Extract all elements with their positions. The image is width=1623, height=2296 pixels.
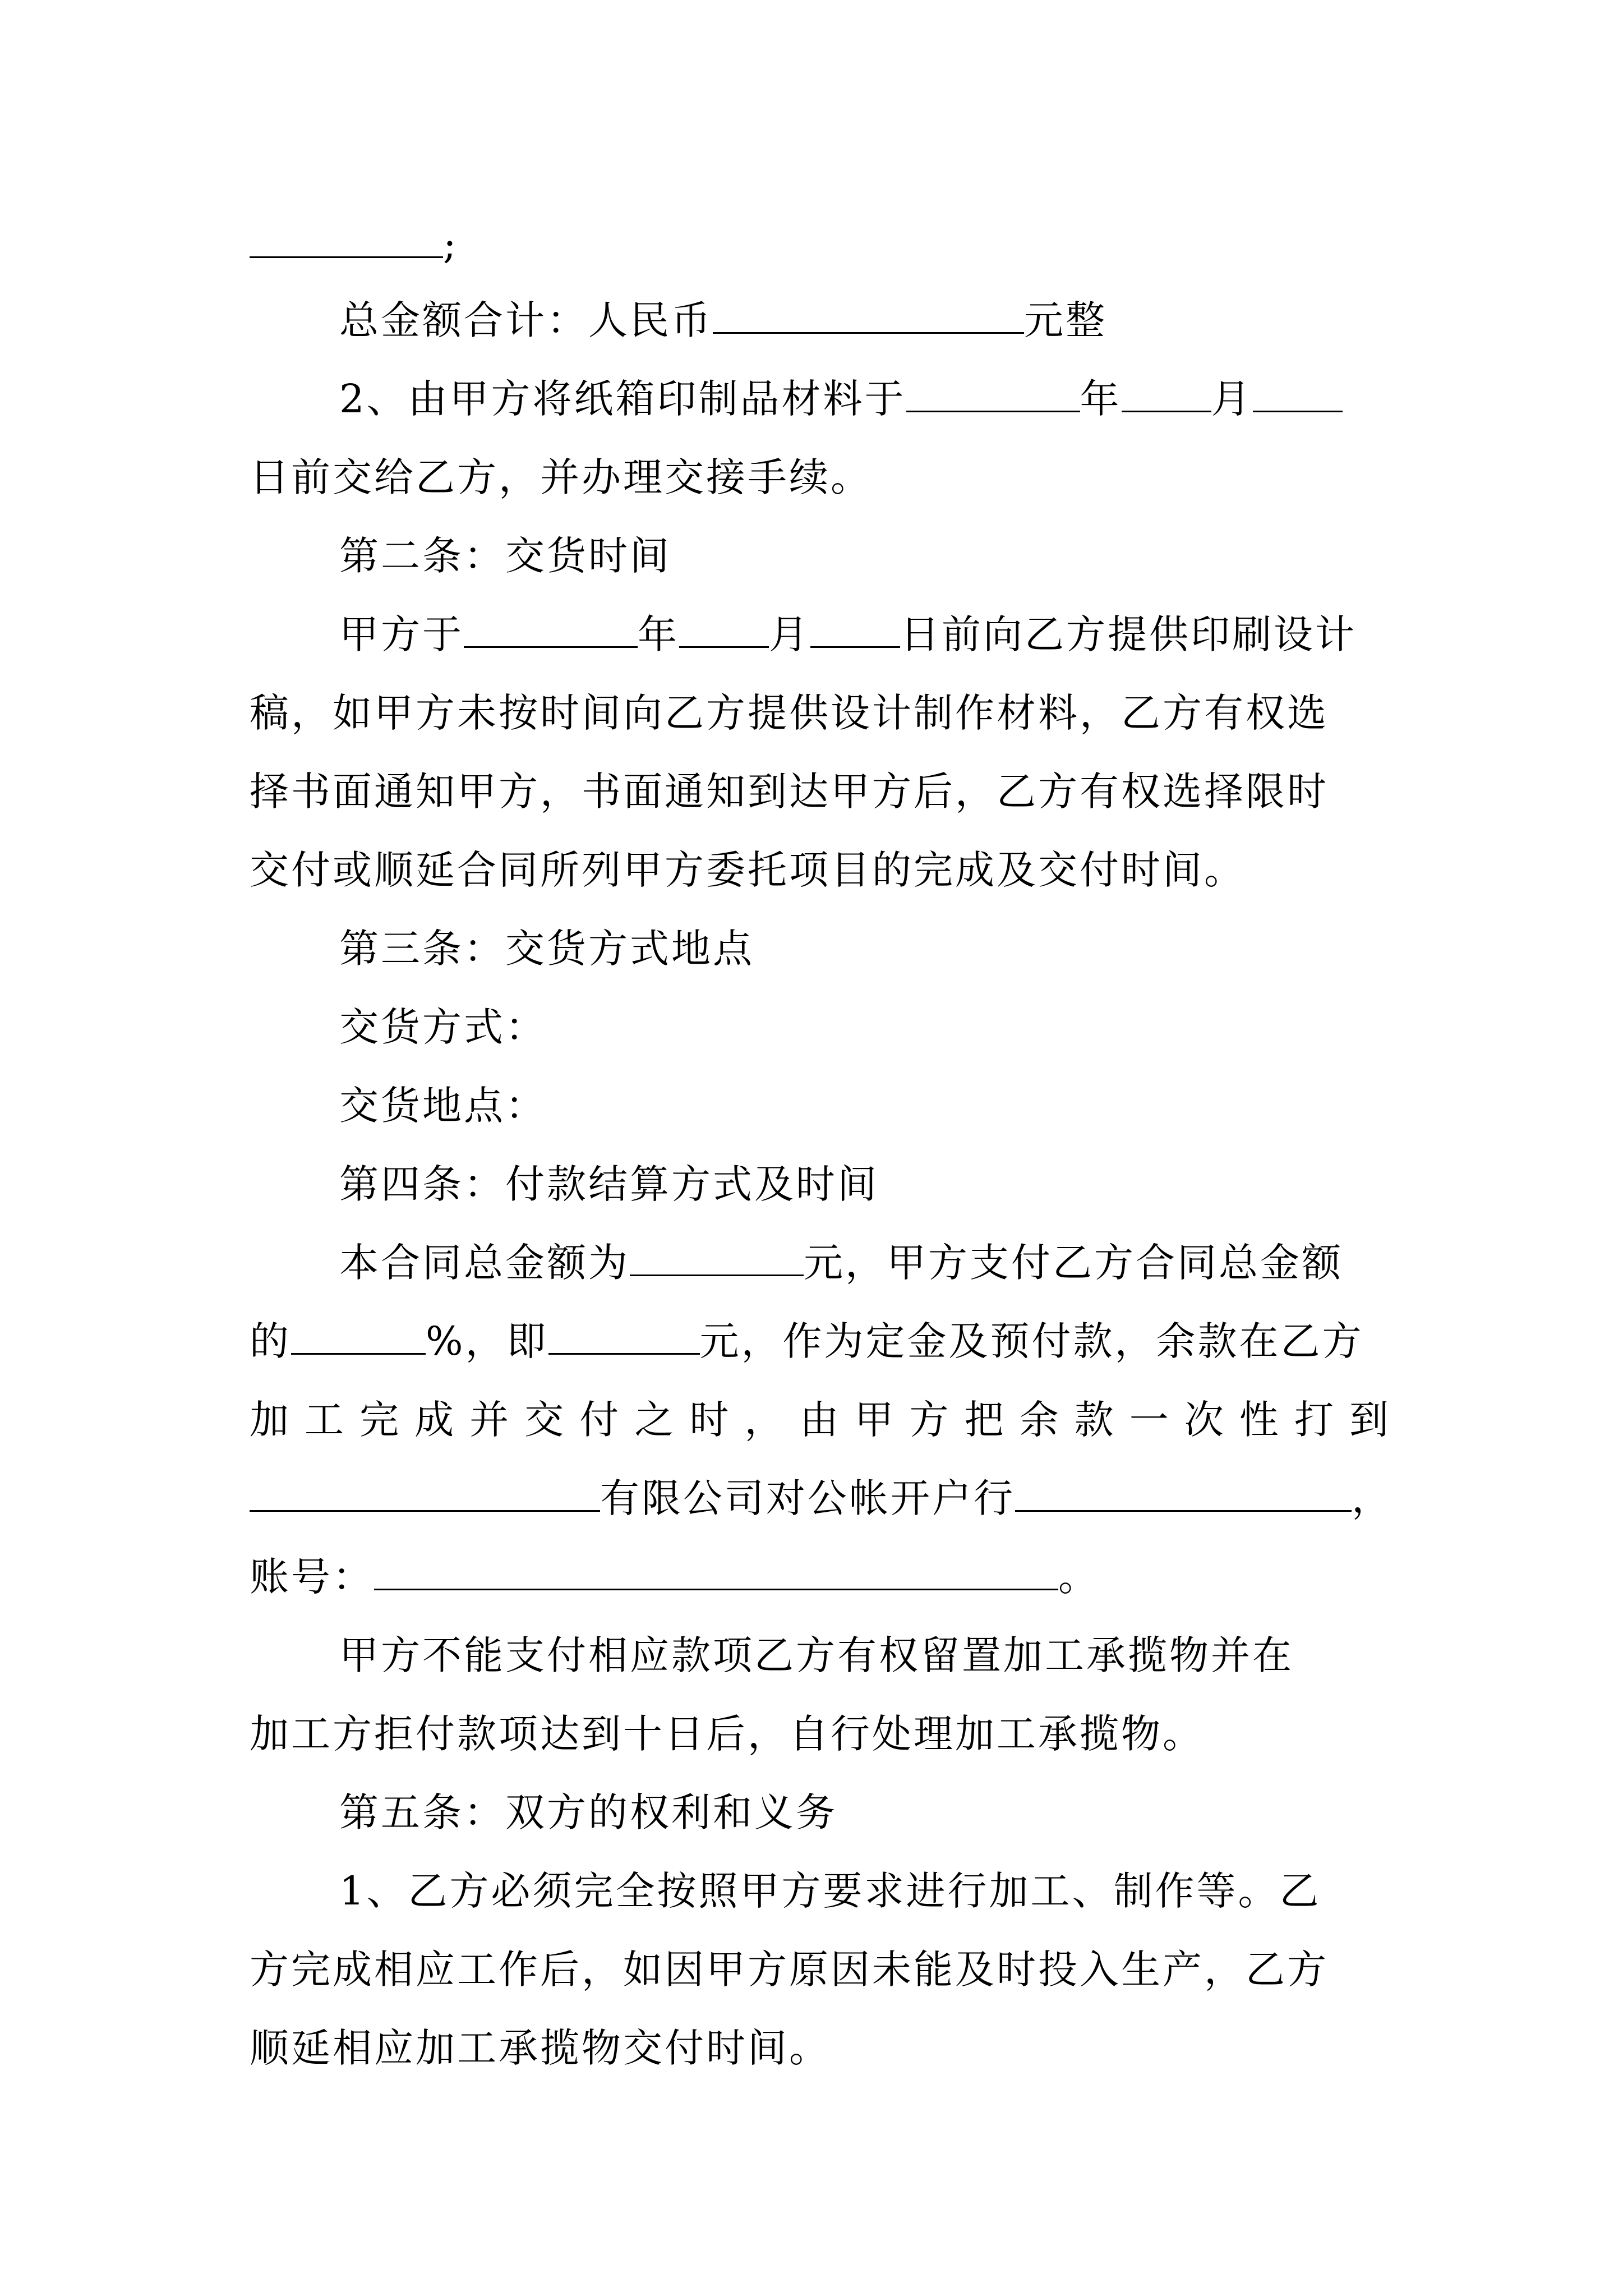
blank-field (374, 1554, 1058, 1590)
line-24: 顺延相应加工承揽物交付时间。 (250, 2025, 831, 2071)
text-segment: 日前向乙方提供印刷设计 (900, 611, 1357, 657)
total-amount-label: 总金额合计：人民币 (339, 297, 713, 343)
text-segment: 元，甲方支付乙方合同总金额 (804, 1240, 1343, 1286)
char: 完 (359, 1397, 402, 1443)
blank-field (250, 222, 443, 258)
line-17 (250, 1467, 1391, 1530)
char: 余 (1019, 1397, 1061, 1443)
text-segment: 的 (250, 1318, 291, 1364)
line-4: 日前交给乙方，并办理交接手续。 (250, 454, 872, 500)
text-segment: 2、由甲方将纸箱印制品材料于 (339, 376, 906, 422)
line-16 (250, 1388, 1391, 1451)
char: 次 (1184, 1397, 1226, 1443)
text-segment: ， (1352, 1475, 1393, 1521)
blank-field (679, 611, 769, 648)
blank-field (1253, 376, 1343, 412)
line-20: 加工方拒付款项达到十日后，自行处理加工承揽物。 (250, 1711, 1204, 1757)
char: 一 (1129, 1397, 1171, 1443)
line-1 (250, 213, 1391, 276)
blank-field (464, 611, 638, 648)
line-19: 甲方不能支付相应款项乙方有权留置加工承揽物并在 (339, 1632, 1294, 1678)
char: 付 (579, 1397, 621, 1443)
line-15 (250, 1310, 1391, 1373)
line-material-delivery (250, 367, 1391, 430)
blank-field (548, 1318, 700, 1355)
char: 并 (469, 1397, 511, 1443)
char: 性 (1239, 1397, 1281, 1443)
blank-field (906, 376, 1080, 412)
line-14 (250, 1231, 1391, 1294)
char: 工 (305, 1397, 347, 1443)
char: 方 (909, 1397, 951, 1443)
char: 打 (1294, 1397, 1336, 1443)
delivery-location: 交货地点： (339, 1083, 547, 1129)
line-1-end: ; (443, 222, 459, 268)
line-total-amount (250, 289, 1391, 352)
text-segment: 月 (769, 611, 810, 657)
char: 到 (1349, 1397, 1391, 1443)
char: ， (744, 1397, 786, 1443)
section-4-heading: 第四条：付款结算方式及时间 (339, 1161, 879, 1207)
blank-field (713, 297, 1024, 334)
line-22: 1、乙方必须完全按照甲方要求进行加工、制作等。乙 (339, 1868, 1321, 1914)
text-segment: 年 (1080, 376, 1122, 422)
char: 款 (1074, 1397, 1116, 1443)
line-8: 择书面通知甲方，书面通知到达甲方后，乙方有权选择限时 (250, 769, 1329, 815)
total-amount-unit: 元整 (1024, 297, 1107, 343)
char: 把 (964, 1397, 1006, 1443)
account-label: 账号： (250, 1554, 374, 1600)
text-segment: 元，作为定金及预付款，余款在乙方 (699, 1318, 1364, 1364)
line-18 (250, 1545, 1391, 1608)
blank-field (291, 1318, 426, 1355)
char: 加 (250, 1397, 291, 1443)
text-segment: 本合同总金额为 (339, 1240, 630, 1286)
text-segment: 月 (1211, 376, 1253, 422)
section-5-heading: 第五条：双方的权利和义务 (339, 1789, 837, 1835)
blank-field (630, 1240, 804, 1276)
line-23: 方完成相应工作后，如因甲方原因未能及时投入生产，乙方 (250, 1947, 1329, 1993)
char: 甲 (854, 1397, 896, 1443)
text-segment: %，即 (426, 1318, 548, 1364)
line-7: 稿，如甲方未按时间向乙方提供设计制作材料，乙方有权选 (250, 690, 1329, 736)
char: 成 (414, 1397, 457, 1443)
blank-field (810, 611, 900, 648)
char: 时 (689, 1397, 731, 1443)
section-2-heading: 第二条：交货时间 (339, 533, 671, 579)
blank-field (1122, 376, 1211, 412)
blank-field (250, 1475, 600, 1512)
text-segment: 。 (1058, 1554, 1100, 1600)
text-segment: 有限公司对公帐开户行 (600, 1475, 1015, 1521)
char: 之 (634, 1397, 676, 1443)
delivery-method: 交货方式： (339, 1004, 547, 1050)
section-3-heading: 第三条：交货方式地点 (339, 926, 754, 972)
line-6 (250, 603, 1391, 666)
line-9: 交付或顺延合同所列甲方委托项目的完成及交付时间。 (250, 847, 1246, 893)
text-segment: 甲方于 (339, 611, 464, 657)
char: 由 (799, 1397, 841, 1443)
text-segment: 年 (638, 611, 679, 657)
char: 交 (524, 1397, 566, 1443)
blank-field (1015, 1475, 1352, 1512)
